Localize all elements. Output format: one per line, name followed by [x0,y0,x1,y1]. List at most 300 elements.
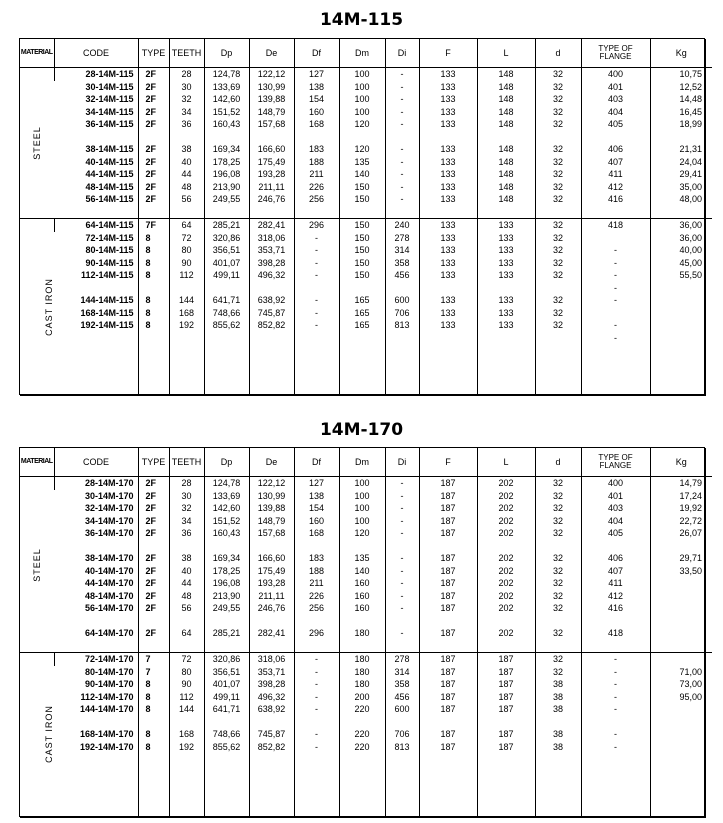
cell-di: 278 [385,653,419,666]
cell-dp: 401,07 [204,257,249,270]
cell-de: 852,82 [249,741,294,754]
cell-df: - [294,691,339,704]
cell-type [138,540,169,553]
cell-dm: 100 [339,68,385,81]
cell-df: - [294,666,339,679]
cell-teeth: 40 [169,565,204,578]
table-row [20,678,712,691]
cell-flange [581,791,650,804]
cell-flange: - [581,319,650,332]
cell-df: 256 [294,602,339,615]
cell-teeth: 32 [169,502,204,515]
cell-d [535,369,581,382]
cell-d [535,753,581,766]
cell-code [54,131,138,144]
cell-kg: 14,48 [650,93,712,106]
cell-df [294,131,339,144]
column-header-dp: Dp [204,448,249,477]
column-header-code: CODE [54,448,138,477]
cell-teeth: 144 [169,294,204,307]
cell-flange: - [581,691,650,704]
table-row [20,344,712,357]
cell-d [535,357,581,370]
cell-kg [650,728,712,741]
cell-de: 157,68 [249,118,294,131]
cell-code [54,716,138,729]
cell-kg: 18,99 [650,118,712,131]
cell-l: 187 [477,678,535,691]
cell-type: 8 [138,307,169,320]
cell-teeth: 192 [169,319,204,332]
cell-de [249,615,294,628]
cell-type: 2F [138,181,169,194]
cell-dm: 140 [339,565,385,578]
cell-df [294,540,339,553]
cell-type [138,791,169,804]
material-cell [20,68,54,219]
cell-type: 2F [138,106,169,119]
cell-code: 112-14M-170 [80,691,134,702]
cell-kg [650,640,712,653]
cell-flange: - [581,741,650,754]
cell-dp: 151,52 [204,515,249,528]
cell-df: - [294,294,339,307]
cell-df: - [294,728,339,741]
cell-dp [204,615,249,628]
cell-df [294,766,339,779]
cell-kg [650,357,712,370]
cell-teeth: 64 [169,627,204,640]
cell-de: 353,71 [249,666,294,679]
cell-df [294,382,339,395]
cell-dp: 855,62 [204,319,249,332]
cell-type [138,282,169,295]
cell-l [477,716,535,729]
cell-di: - [385,143,419,156]
cell-di: 706 [385,307,419,320]
cell-dp: 196,08 [204,168,249,181]
cell-d [535,766,581,779]
cell-type [138,131,169,144]
cell-kg: 48,00 [650,193,712,206]
material-cell [20,219,54,395]
cell-teeth [169,282,204,295]
cell-kg: 26,07 [650,527,712,540]
table-row [20,490,712,503]
cell-teeth [169,778,204,791]
table-row [20,615,712,628]
cell-l: 148 [477,68,535,81]
cell-flange [581,344,650,357]
cell-di: - [385,106,419,119]
cell-code: 168-14M-170 [79,729,134,740]
cell-de: 148,79 [249,106,294,119]
cell-di: 314 [385,244,419,257]
cell-df: 138 [294,490,339,503]
cell-de: 122,12 [249,477,294,490]
cell-kg: 24,04 [650,156,712,169]
table-row [20,307,712,320]
cell-de: 193,28 [249,168,294,181]
cell-d [535,131,581,144]
cell-code: 64-14M-115 [54,219,138,232]
cell-flange: - [581,257,650,270]
cell-code: 48-14M-115 [85,181,134,192]
cell-dp: 748,66 [204,307,249,320]
cell-kg [650,766,712,779]
cell-dm: 220 [339,728,385,741]
cell-code: 90-14M-170 [84,679,134,690]
cell-code [54,332,138,345]
column-header-d: d [535,39,581,68]
cell-dp: 124,78 [204,68,249,81]
cell-flange: 412 [581,590,650,603]
table-row [20,502,712,515]
cell-code: 192-14M-115 [80,320,134,331]
cell-df: 211 [294,168,339,181]
cell-flange: 412 [581,181,650,194]
cell-l: 148 [477,118,535,131]
cell-l: 148 [477,193,535,206]
cell-code [54,382,138,395]
cell-flange [581,540,650,553]
cell-dp: 178,25 [204,156,249,169]
cell-teeth: 38 [169,552,204,565]
cell-dp: 499,11 [204,269,249,282]
cell-di: - [385,181,419,194]
cell-type [138,369,169,382]
cell-kg [650,716,712,729]
cell-d [535,803,581,816]
cell-code: 34-14M-115 [85,106,134,117]
cell-df [294,803,339,816]
cell-kg: 10,75 [650,68,712,81]
cell-di: - [385,490,419,503]
cell-d: 32 [535,118,581,131]
cell-type [138,778,169,791]
cell-flange: 411 [581,577,650,590]
cell-dp [204,357,249,370]
cell-type: 2F [138,502,169,515]
table-row [20,269,712,282]
cell-df [294,778,339,791]
cell-dp [204,206,249,219]
cell-teeth [169,640,204,653]
column-header-dp: Dp [204,39,249,68]
cell-df: - [294,307,339,320]
cell-d: 32 [535,232,581,245]
cell-teeth: 30 [169,490,204,503]
cell-type: 2F [138,552,169,565]
cell-teeth [169,766,204,779]
cell-teeth: 72 [169,232,204,245]
table-row [20,156,712,169]
cell-di: - [385,515,419,528]
cell-type: 7 [138,653,169,666]
cell-dm: 150 [339,193,385,206]
cell-flange: 401 [581,81,650,94]
material-label: STEEL [31,547,42,582]
table-row [20,753,712,766]
cell-di: 600 [385,703,419,716]
cell-kg: 29,41 [650,168,712,181]
column-header-material: MATERIAL [20,39,54,68]
cell-dp: 133,69 [204,490,249,503]
cell-d: 32 [535,93,581,106]
cell-kg [650,703,712,716]
cell-dm: 180 [339,678,385,691]
cell-df [294,332,339,345]
cell-teeth: 80 [169,244,204,257]
cell-dm [339,382,385,395]
table-row [20,93,712,106]
cell-teeth: 192 [169,741,204,754]
cell-df: 168 [294,527,339,540]
cell-df [294,640,339,653]
cell-l [477,803,535,816]
table-row [20,803,712,816]
cell-l: 202 [477,502,535,515]
cell-df: - [294,653,339,666]
cell-l: 202 [477,602,535,615]
table-row [20,728,712,741]
cell-flange: 401 [581,490,650,503]
cell-de: 496,32 [249,269,294,282]
cell-flange [581,615,650,628]
cell-di: - [385,602,419,615]
cell-dm [339,778,385,791]
cell-kg [650,332,712,345]
cell-teeth: 30 [169,81,204,94]
cell-d: 32 [535,307,581,320]
cell-d: 32 [535,490,581,503]
table-row [20,219,712,232]
cell-dp: 356,51 [204,244,249,257]
table-row [20,666,712,679]
cell-dm [339,716,385,729]
cell-d: 32 [535,666,581,679]
cell-di: 706 [385,728,419,741]
column-header-df: Df [294,448,339,477]
column-header-teeth: TEETH [169,39,204,68]
cell-l [477,615,535,628]
cell-type: 7F [138,219,169,232]
cell-l: 202 [477,590,535,603]
cell-flange [581,131,650,144]
cell-dm: 220 [339,741,385,754]
cell-dm: 150 [339,219,385,232]
cell-f: 133 [419,294,477,307]
cell-kg [650,653,712,666]
cell-l [477,778,535,791]
cell-teeth: 28 [169,68,204,81]
cell-d: 32 [535,269,581,282]
cell-kg [650,778,712,791]
cell-df: 154 [294,93,339,106]
cell-di: - [385,93,419,106]
cell-type: 2F [138,118,169,131]
table-row [20,168,712,181]
cell-dm: 120 [339,143,385,156]
cell-l [477,206,535,219]
cell-df [294,282,339,295]
column-header-flange: TYPE OF FLANGE [581,448,650,477]
material-label: CAST IRON [43,705,54,764]
cell-l [477,640,535,653]
table-row [20,477,712,490]
cell-df: - [294,232,339,245]
cell-dp: 160,43 [204,527,249,540]
cell-f [419,716,477,729]
cell-flange [581,369,650,382]
cell-code: 44-14M-170 [84,578,134,589]
cell-d: 38 [535,728,581,741]
cell-di: 314 [385,666,419,679]
cell-di: - [385,68,419,81]
cell-kg: 73,00 [650,678,712,691]
cell-dm: 180 [339,666,385,679]
cell-f: 133 [419,156,477,169]
cell-de [249,369,294,382]
cell-l: 187 [477,703,535,716]
table-row [20,118,712,131]
cell-di: - [385,565,419,578]
table-row [20,206,712,219]
cell-df: 183 [294,552,339,565]
cell-df: - [294,703,339,716]
cell-d: 32 [535,653,581,666]
table-row [20,282,712,295]
cell-dp: 178,25 [204,565,249,578]
cell-di [385,791,419,804]
table-row [20,640,712,653]
cell-flange: - [581,678,650,691]
table-row [20,565,712,578]
cell-dp: 401,07 [204,678,249,691]
cell-f: 187 [419,552,477,565]
column-header-de: De [249,448,294,477]
cell-flange: 403 [581,502,650,515]
cell-kg [650,602,712,615]
cell-de: 246,76 [249,602,294,615]
cell-dp [204,766,249,779]
cell-code: 44-14M-115 [85,169,134,180]
table-row [20,357,712,370]
cell-dm [339,640,385,653]
cell-dm: 150 [339,257,385,270]
cell-d: 32 [535,106,581,119]
table-row [20,602,712,615]
cell-type: 2F [138,565,169,578]
cell-dm: 160 [339,590,385,603]
cell-kg [650,131,712,144]
cell-d [535,640,581,653]
cell-di: 456 [385,269,419,282]
cell-kg: 95,00 [650,691,712,704]
cell-kg [650,206,712,219]
cell-f: 133 [419,181,477,194]
cell-l [477,791,535,804]
cell-d: 32 [535,244,581,257]
cell-de [249,716,294,729]
cell-kg [650,627,712,640]
cell-l: 202 [477,627,535,640]
table-row [20,653,712,666]
cell-di: - [385,502,419,515]
column-header-type: TYPE [138,39,169,68]
cell-d: 32 [535,193,581,206]
cell-l: 133 [477,319,535,332]
cell-flange: 416 [581,193,650,206]
cell-kg [650,803,712,816]
cell-d: 32 [535,143,581,156]
cell-kg [650,319,712,332]
cell-kg: 55,50 [650,269,712,282]
cell-df: 127 [294,68,339,81]
cell-type: 2F [138,168,169,181]
cell-code: 56-14M-115 [85,194,134,205]
table-title-14m-170: 14M-170 [319,420,404,440]
cell-l: 148 [477,181,535,194]
cell-teeth: 38 [169,143,204,156]
cell-flange [581,382,650,395]
cell-df: 296 [294,627,339,640]
cell-df: 168 [294,118,339,131]
cell-d: 32 [535,181,581,194]
cell-code [54,640,138,653]
cell-code [54,778,138,791]
cell-dm [339,615,385,628]
cell-di [385,382,419,395]
cell-f [419,540,477,553]
cell-type [138,615,169,628]
cell-df: 138 [294,81,339,94]
cell-kg [650,791,712,804]
cell-flange: 407 [581,565,650,578]
table-row [20,590,712,603]
cell-de [249,332,294,345]
material-label: STEEL [31,126,42,160]
cell-code [54,791,138,804]
cell-dp: 213,90 [204,590,249,603]
cell-teeth: 72 [169,653,204,666]
cell-f: 187 [419,627,477,640]
cell-dm [339,357,385,370]
cell-type [138,753,169,766]
column-header-kg: Kg [650,39,712,68]
cell-di [385,332,419,345]
cell-l [477,753,535,766]
cell-code: 40-14M-170 [84,565,134,576]
column-header-code: CODE [54,39,138,68]
cell-l: 148 [477,106,535,119]
cell-de [249,344,294,357]
cell-teeth [169,791,204,804]
cell-dm [339,791,385,804]
cell-code [54,540,138,553]
cell-kg [650,294,712,307]
cell-d [535,778,581,791]
cell-dm [339,332,385,345]
cell-de: 139,88 [249,93,294,106]
cell-df: - [294,269,339,282]
cell-dp: 196,08 [204,577,249,590]
cell-kg: 21,31 [650,143,712,156]
cell-code: 38-14M-170 [84,553,134,564]
cell-dp [204,753,249,766]
cell-l [477,540,535,553]
table-row [20,369,712,382]
